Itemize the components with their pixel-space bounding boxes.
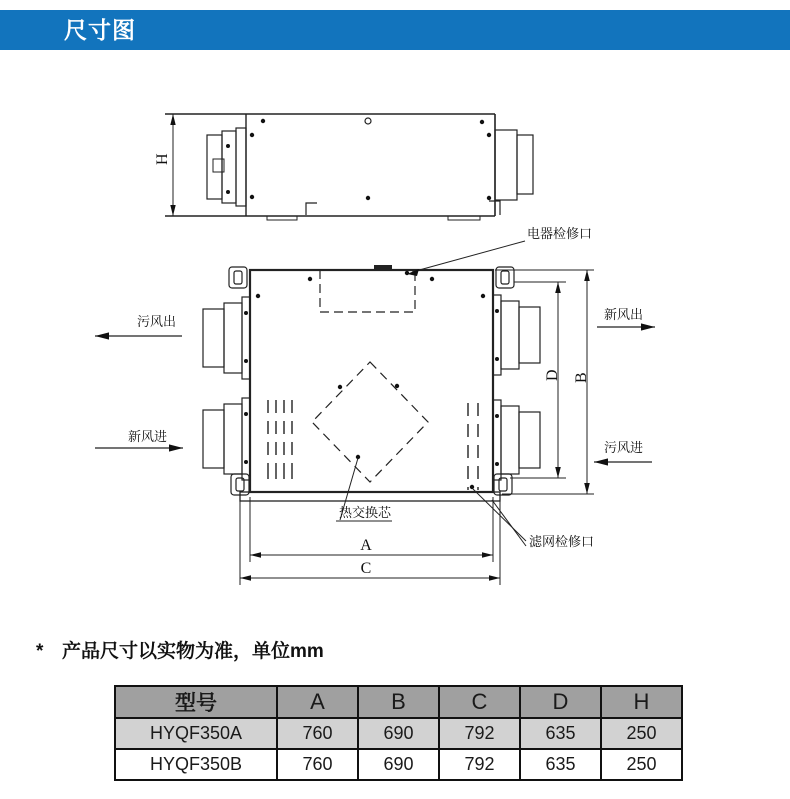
foul-air-in-label: 污风进: [604, 440, 644, 455]
fresh-air-out-label: 新风出: [604, 307, 644, 322]
side-right-duct: [495, 130, 533, 200]
table-row: [115, 718, 682, 749]
col-header-b: B: [358, 686, 439, 718]
table-row: [115, 749, 682, 780]
dimension-b: [495, 270, 594, 494]
col-header-h: H: [601, 686, 682, 718]
cell-b: 690: [358, 718, 439, 749]
cell-b: 690: [358, 749, 439, 780]
page-title: 尺寸图: [64, 17, 136, 43]
filter-slot: [468, 403, 478, 490]
leader-filter-access: [473, 489, 594, 549]
airflow-foul-air-out: [95, 314, 182, 340]
electrical-access-opening: [320, 270, 415, 312]
airflow-fresh-air-out: [597, 307, 655, 331]
unit-body: [250, 270, 493, 492]
dim-label-c: C: [360, 560, 372, 577]
dim-label-h: H: [154, 153, 171, 165]
cell-model: HYQF350A: [115, 718, 277, 749]
side-view: [154, 114, 533, 220]
leader-heat-exchange-core: [336, 458, 392, 521]
airflow-foul-air-in: [594, 440, 652, 466]
plan-screws: [256, 271, 485, 489]
col-header-c: C: [439, 686, 520, 718]
dim-label-d: D: [544, 369, 561, 381]
mounting-brackets: [229, 267, 514, 495]
col-header-a: A: [277, 686, 358, 718]
top-tab: [374, 265, 392, 271]
dim-label-b: B: [573, 372, 590, 383]
vent-slots: [268, 400, 292, 479]
cell-h: 250: [601, 718, 682, 749]
dimensions-table: [114, 685, 683, 781]
col-header-d: D: [520, 686, 601, 718]
cell-h: 250: [601, 749, 682, 780]
cell-d: 635: [520, 718, 601, 749]
front-panel-lip: [240, 492, 500, 501]
plan-right-ducts: [493, 295, 540, 480]
cell-c: 792: [439, 749, 520, 780]
note-text: 产品尺寸以实物为准，单位mm: [62, 641, 324, 662]
side-screws: [250, 118, 491, 200]
dim-label-a: A: [360, 537, 372, 554]
note-asterisk: *: [36, 641, 44, 662]
heat-exchange-core-outline: [312, 362, 428, 482]
plan-view: [95, 226, 655, 585]
leader-electrical-access: [407, 226, 592, 276]
side-left-duct: [207, 128, 246, 206]
cell-d: 635: [520, 749, 601, 780]
filter-access-label: 滤网检修口: [529, 534, 595, 549]
col-header-model: 型号: [115, 686, 277, 718]
fresh-air-in-label: 新风进: [128, 429, 168, 444]
foul-air-out-label: 污风出: [137, 314, 177, 329]
cell-a: 760: [277, 749, 358, 780]
electrical-access-label: 电器检修口: [527, 226, 593, 241]
table-header-row: [115, 686, 682, 718]
airflow-fresh-air-in: [95, 429, 183, 452]
note-line: [36, 636, 324, 663]
cell-model: HYQF350B: [115, 749, 277, 780]
cell-c: 792: [439, 718, 520, 749]
cell-a: 760: [277, 718, 358, 749]
side-hook: [306, 203, 317, 215]
heat-exchange-core-label: 热交换芯: [339, 505, 392, 520]
dimension-h: [154, 114, 176, 216]
plan-left-ducts: [203, 297, 250, 480]
